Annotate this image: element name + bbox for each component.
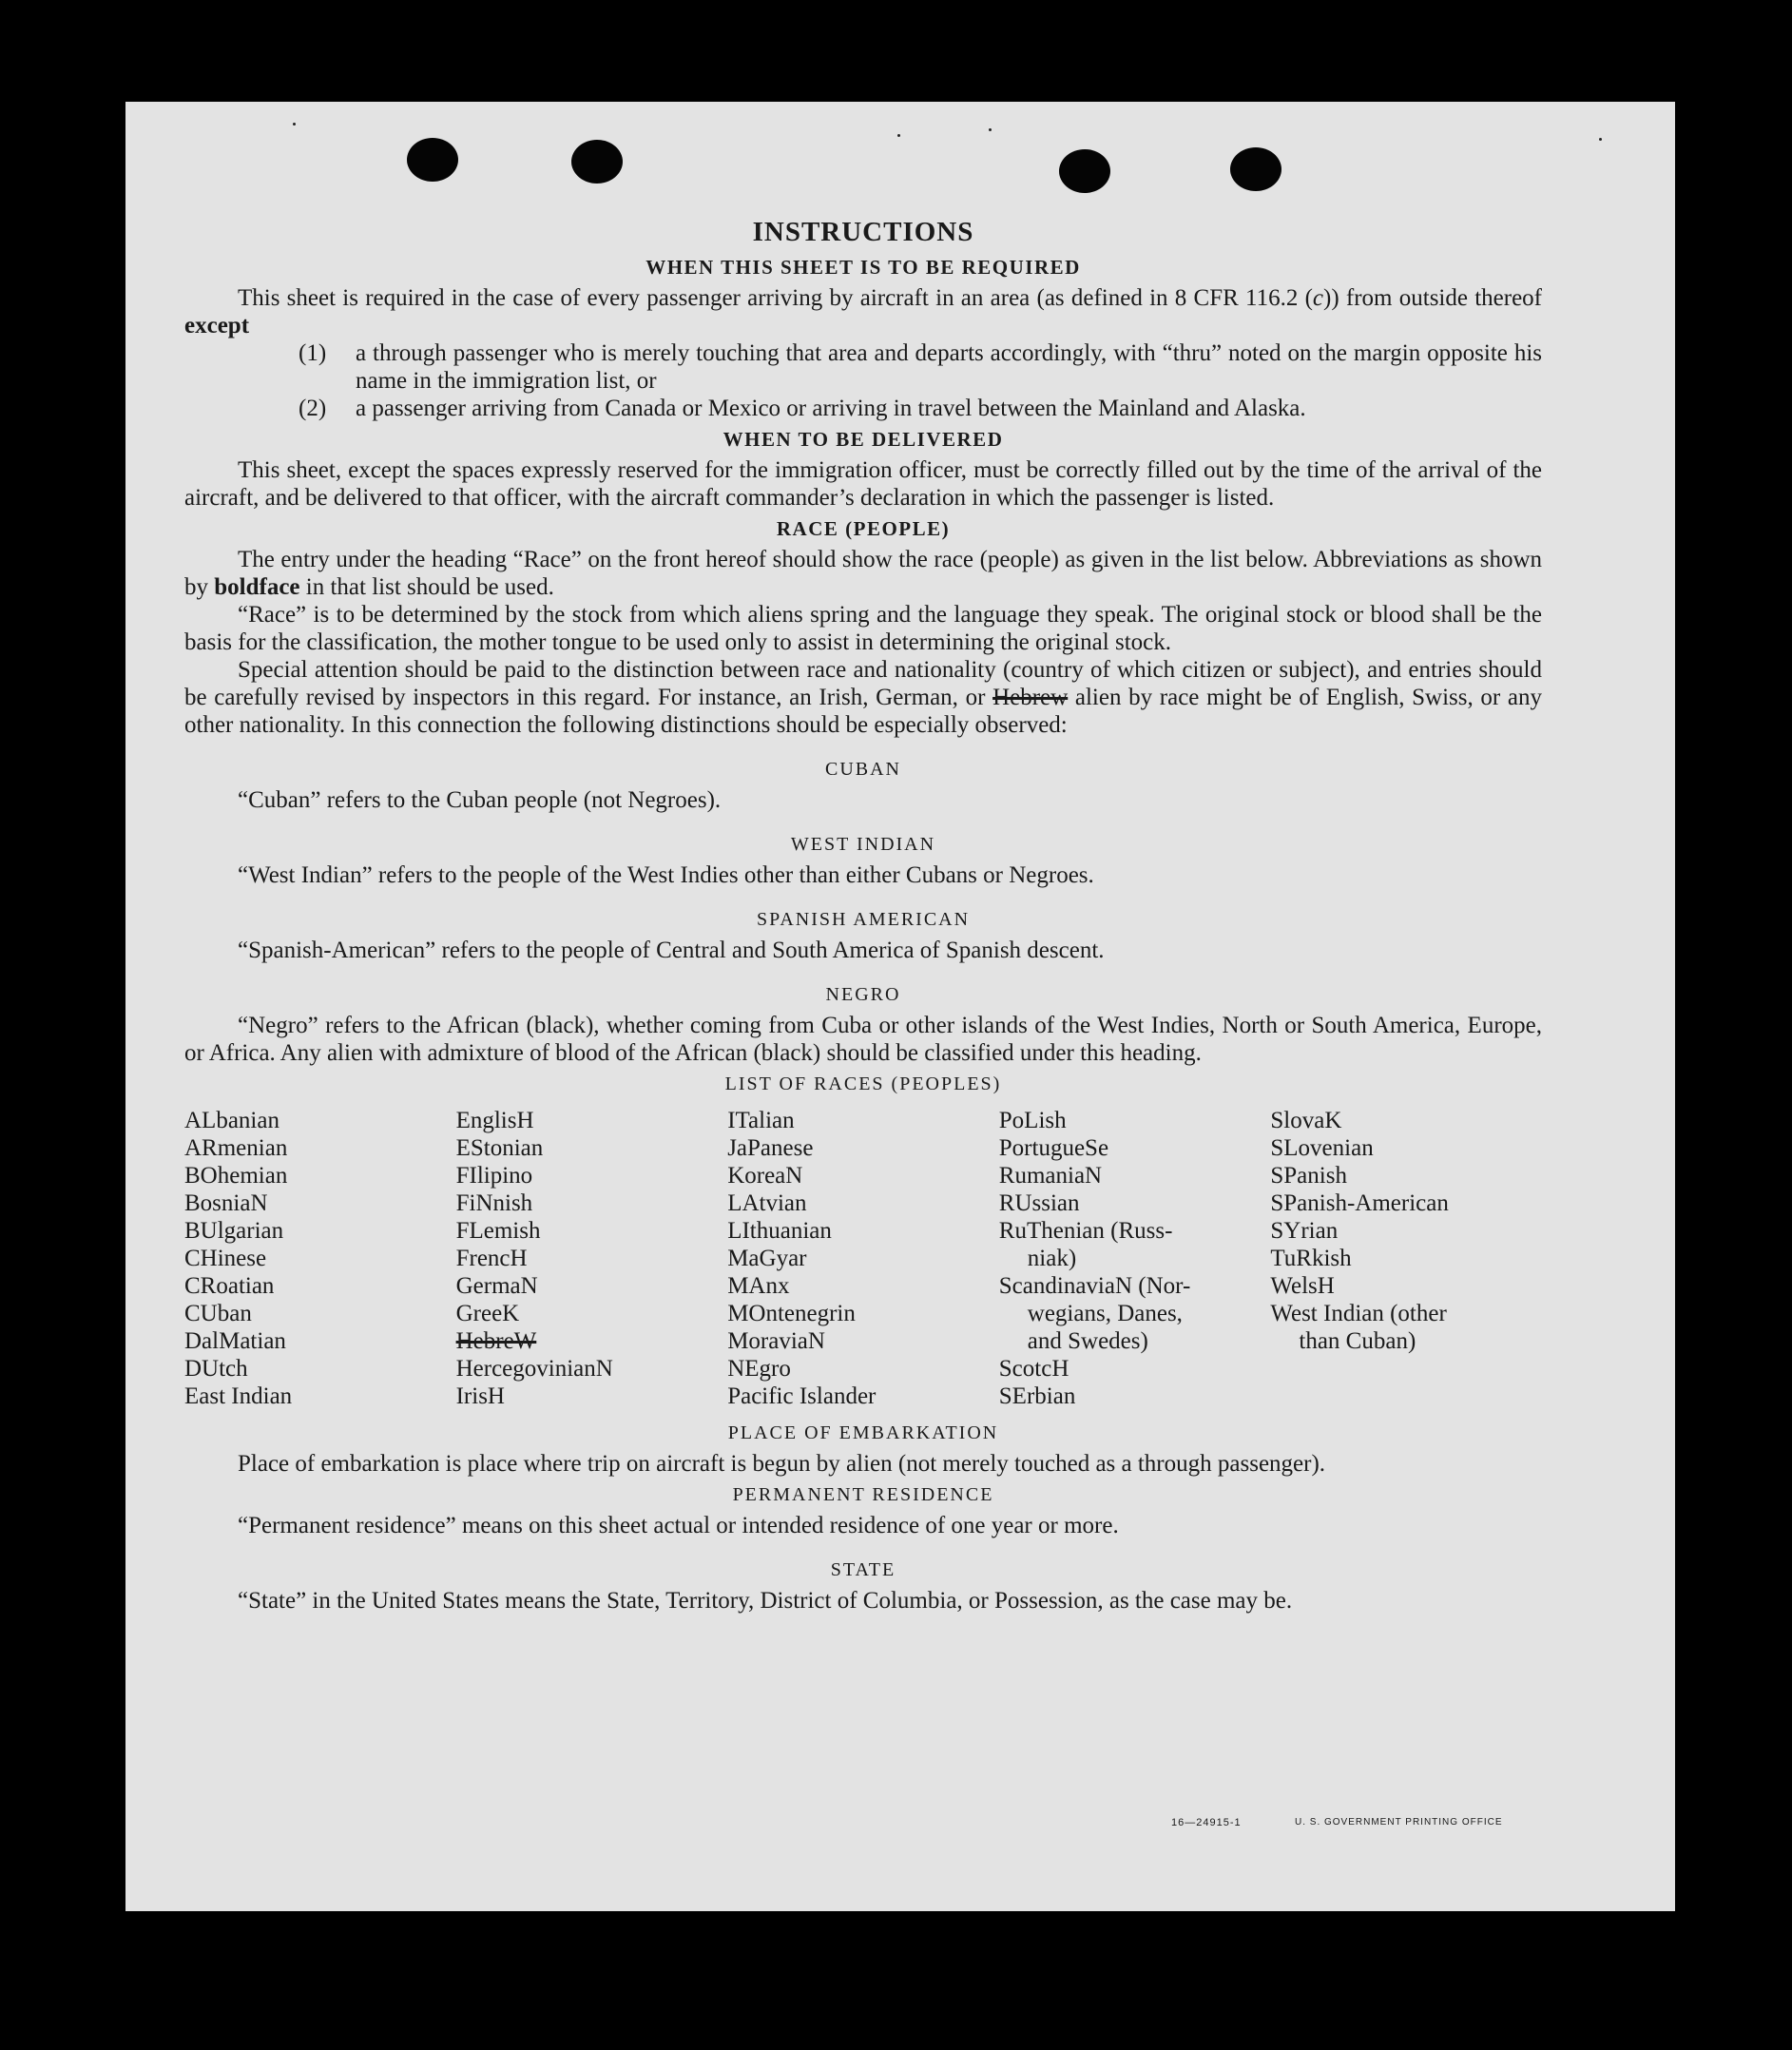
race-list bbox=[184, 1107, 1542, 1410]
race-entry: EnglisH bbox=[455, 1108, 534, 1133]
exception-item-1: (1) a through passenger who is merely touching that area and departs accordingly, with “thru” noted on the margin opposite his name in the immigration list, or bbox=[299, 340, 1542, 394]
race-entry: ITalian bbox=[727, 1108, 795, 1133]
page-title: INSTRUCTIONS bbox=[752, 217, 974, 247]
race-entry: TuRkish bbox=[1270, 1246, 1352, 1271]
heading-when-required: WHEN THIS SHEET IS TO BE REQUIRED bbox=[646, 256, 1081, 279]
punch-hole bbox=[571, 140, 623, 184]
heading-state: STATE bbox=[830, 1559, 896, 1580]
heading-west-indian: WEST INDIAN bbox=[790, 834, 936, 855]
race-entry: SPanish-American bbox=[1270, 1190, 1449, 1216]
negro-text: “Negro” refers to the African (black), whether coming from Cuba or other islands of the West Indies, North or South America, Europe, or Africa. Any alien with admixture of blood of the African (black) should be classified under this heading. bbox=[184, 1013, 1542, 1066]
race-entry: FLemish bbox=[455, 1218, 541, 1244]
race-entry: LAtvian bbox=[727, 1190, 807, 1216]
heading-permanent-residence: PERMANENT RESIDENCE bbox=[732, 1484, 994, 1505]
heading-when-delivered: WHEN TO BE DELIVERED bbox=[723, 428, 1004, 451]
race-entry: DalMatian bbox=[184, 1328, 286, 1354]
race-column bbox=[184, 1107, 456, 1410]
race-entry: ALbanian bbox=[184, 1108, 279, 1133]
race-entry: West Indian (other bbox=[1270, 1301, 1447, 1326]
heading-cuban: CUBAN bbox=[824, 759, 901, 780]
race-entry: CHinese bbox=[184, 1246, 267, 1271]
race-entry: MoraviaN bbox=[727, 1328, 825, 1354]
cuban-text: “Cuban” refers to the Cuban people (not Negroes). bbox=[238, 787, 722, 813]
race-entry: RUssian bbox=[998, 1190, 1080, 1216]
race-entry: SLovenian bbox=[1270, 1135, 1374, 1161]
race-entry: GreeK bbox=[455, 1301, 520, 1326]
race-column bbox=[999, 1107, 1271, 1410]
race-column bbox=[456, 1107, 728, 1410]
document-page bbox=[125, 102, 1675, 1911]
race-entry: HebreW bbox=[455, 1328, 537, 1354]
exception-item-2: (2) a passenger arriving from Canada or Mexico or arriving in travel between the Mainland and Alaska. bbox=[299, 396, 1306, 421]
dust-speck bbox=[1599, 138, 1602, 141]
when-required-intro: This sheet is required in the case of every passenger arriving by aircraft in an area (as defined in 8 CFR 116.2 (c)) from outside thereof except bbox=[184, 285, 1542, 338]
race-entry: KoreaN bbox=[727, 1163, 803, 1189]
race-entry: WelsH bbox=[1270, 1273, 1335, 1299]
dust-speck bbox=[989, 128, 992, 131]
race-paragraph-2: “Race” is to be determined by the stock from which aliens spring and the language they speak. The original stock or blood shall be the basis for the classification, the mother tongue to be used only to assist in determining the original stock. bbox=[184, 602, 1542, 655]
race-entry: RumaniaN bbox=[998, 1163, 1103, 1189]
spanish-american-text: “Spanish-American” refers to the people of Central and South America of Spanish descent. bbox=[238, 938, 1105, 963]
race-entry: SYrian bbox=[1270, 1218, 1339, 1244]
race-entry: ARmenian bbox=[184, 1135, 288, 1161]
race-entry: DUtch bbox=[184, 1356, 248, 1382]
race-entry: BUlgarian bbox=[184, 1218, 284, 1244]
race-entry: than Cuban) bbox=[1299, 1328, 1416, 1354]
race-entry: LIthuanian bbox=[727, 1218, 832, 1244]
state-text: “State” in the United States means the State, Territory, District of Columbia, or Possession, as the case may be. bbox=[238, 1588, 1293, 1614]
race-entry: PortugueSe bbox=[998, 1135, 1109, 1161]
race-entry: CUban bbox=[184, 1301, 252, 1326]
heading-list-of-races: LIST OF RACES (PEOPLES) bbox=[724, 1073, 1002, 1094]
punch-hole bbox=[407, 138, 458, 182]
punch-hole bbox=[1059, 149, 1110, 193]
embarkation-text: Place of embarkation is place where trip on aircraft is begun by alien (not merely touched as a through passenger). bbox=[238, 1451, 1326, 1477]
race-entry: HercegovinianN bbox=[455, 1356, 613, 1382]
heading-negro: NEGRO bbox=[825, 984, 901, 1005]
race-entry: PoLish bbox=[998, 1108, 1067, 1133]
race-entry: FIlipino bbox=[455, 1163, 533, 1189]
race-entry: EStonian bbox=[455, 1135, 544, 1161]
race-entry: BosniaN bbox=[184, 1190, 268, 1216]
race-entry: RuThenian (Russ- bbox=[998, 1218, 1173, 1244]
race-entry: BOhemian bbox=[184, 1163, 288, 1189]
race-paragraph-3: Special attention should be paid to the distinction between race and nationality (country of which citizen or subject), and entries should be carefully revised by inspectors in this regard. For instance, an Irish, German, or Hebrew alien by race might be of English, Swiss, or any other nationality. In this connection the following distinctions should be especially observed: bbox=[184, 657, 1542, 738]
race-entry: MOntenegrin bbox=[727, 1301, 856, 1326]
printing-office: U. S. GOVERNMENT PRINTING OFFICE bbox=[1295, 1817, 1503, 1828]
when-delivered-text: This sheet, except the spaces expressly reserved for the immigration officer, must be correctly filled out by the time of the arrival of the aircraft, and be delivered to that officer, with the aircraft commander’s declaration in which the passenger is listed. bbox=[184, 457, 1542, 511]
instructions-content bbox=[184, 216, 1542, 1615]
race-column bbox=[1270, 1107, 1542, 1410]
race-entry: SErbian bbox=[998, 1383, 1076, 1409]
race-entry: Pacific Islander bbox=[727, 1383, 877, 1409]
heading-spanish-american: SPANISH AMERICAN bbox=[756, 909, 971, 930]
west-indian-text: “West Indian” refers to the people of the West Indies other than either Cubans or Negroes. bbox=[238, 862, 1094, 888]
race-entry: FiNnish bbox=[455, 1190, 533, 1216]
race-entry: East Indian bbox=[184, 1383, 293, 1409]
race-entry: MaGyar bbox=[727, 1246, 807, 1271]
race-entry: GermaN bbox=[455, 1273, 538, 1299]
dust-speck bbox=[293, 123, 296, 126]
race-entry: MAnx bbox=[727, 1273, 790, 1299]
race-entry: ScandinaviaN (Nor- bbox=[998, 1273, 1191, 1299]
race-entry: wegians, Danes, bbox=[1027, 1301, 1183, 1326]
race-entry: ScotcH bbox=[998, 1356, 1069, 1382]
race-entry: CRoatian bbox=[184, 1273, 275, 1299]
race-entry: SlovaK bbox=[1270, 1108, 1342, 1133]
race-entry: IrisH bbox=[455, 1383, 505, 1409]
punch-hole bbox=[1230, 147, 1281, 191]
heading-embarkation: PLACE OF EMBARKATION bbox=[727, 1422, 999, 1443]
race-column bbox=[727, 1107, 999, 1410]
race-entry: SPanish bbox=[1270, 1163, 1347, 1189]
race-paragraph-1: The entry under the heading “Race” on the front hereof should show the race (people) as given in the list below. Abbreviations as shown by boldface in that list should be used. bbox=[184, 547, 1542, 600]
race-entry: niak) bbox=[1027, 1246, 1077, 1271]
race-entry: and Swedes) bbox=[1027, 1328, 1148, 1354]
dust-speck bbox=[897, 134, 900, 137]
form-number: 16—24915-1 bbox=[1171, 1817, 1242, 1828]
race-entry: NEgro bbox=[727, 1356, 791, 1382]
race-entry: JaPanese bbox=[727, 1135, 814, 1161]
heading-race: RACE (PEOPLE) bbox=[776, 517, 951, 540]
race-entry: FrencH bbox=[455, 1246, 528, 1271]
residence-text: “Permanent residence” means on this sheet actual or intended residence of one year or more. bbox=[238, 1513, 1119, 1538]
